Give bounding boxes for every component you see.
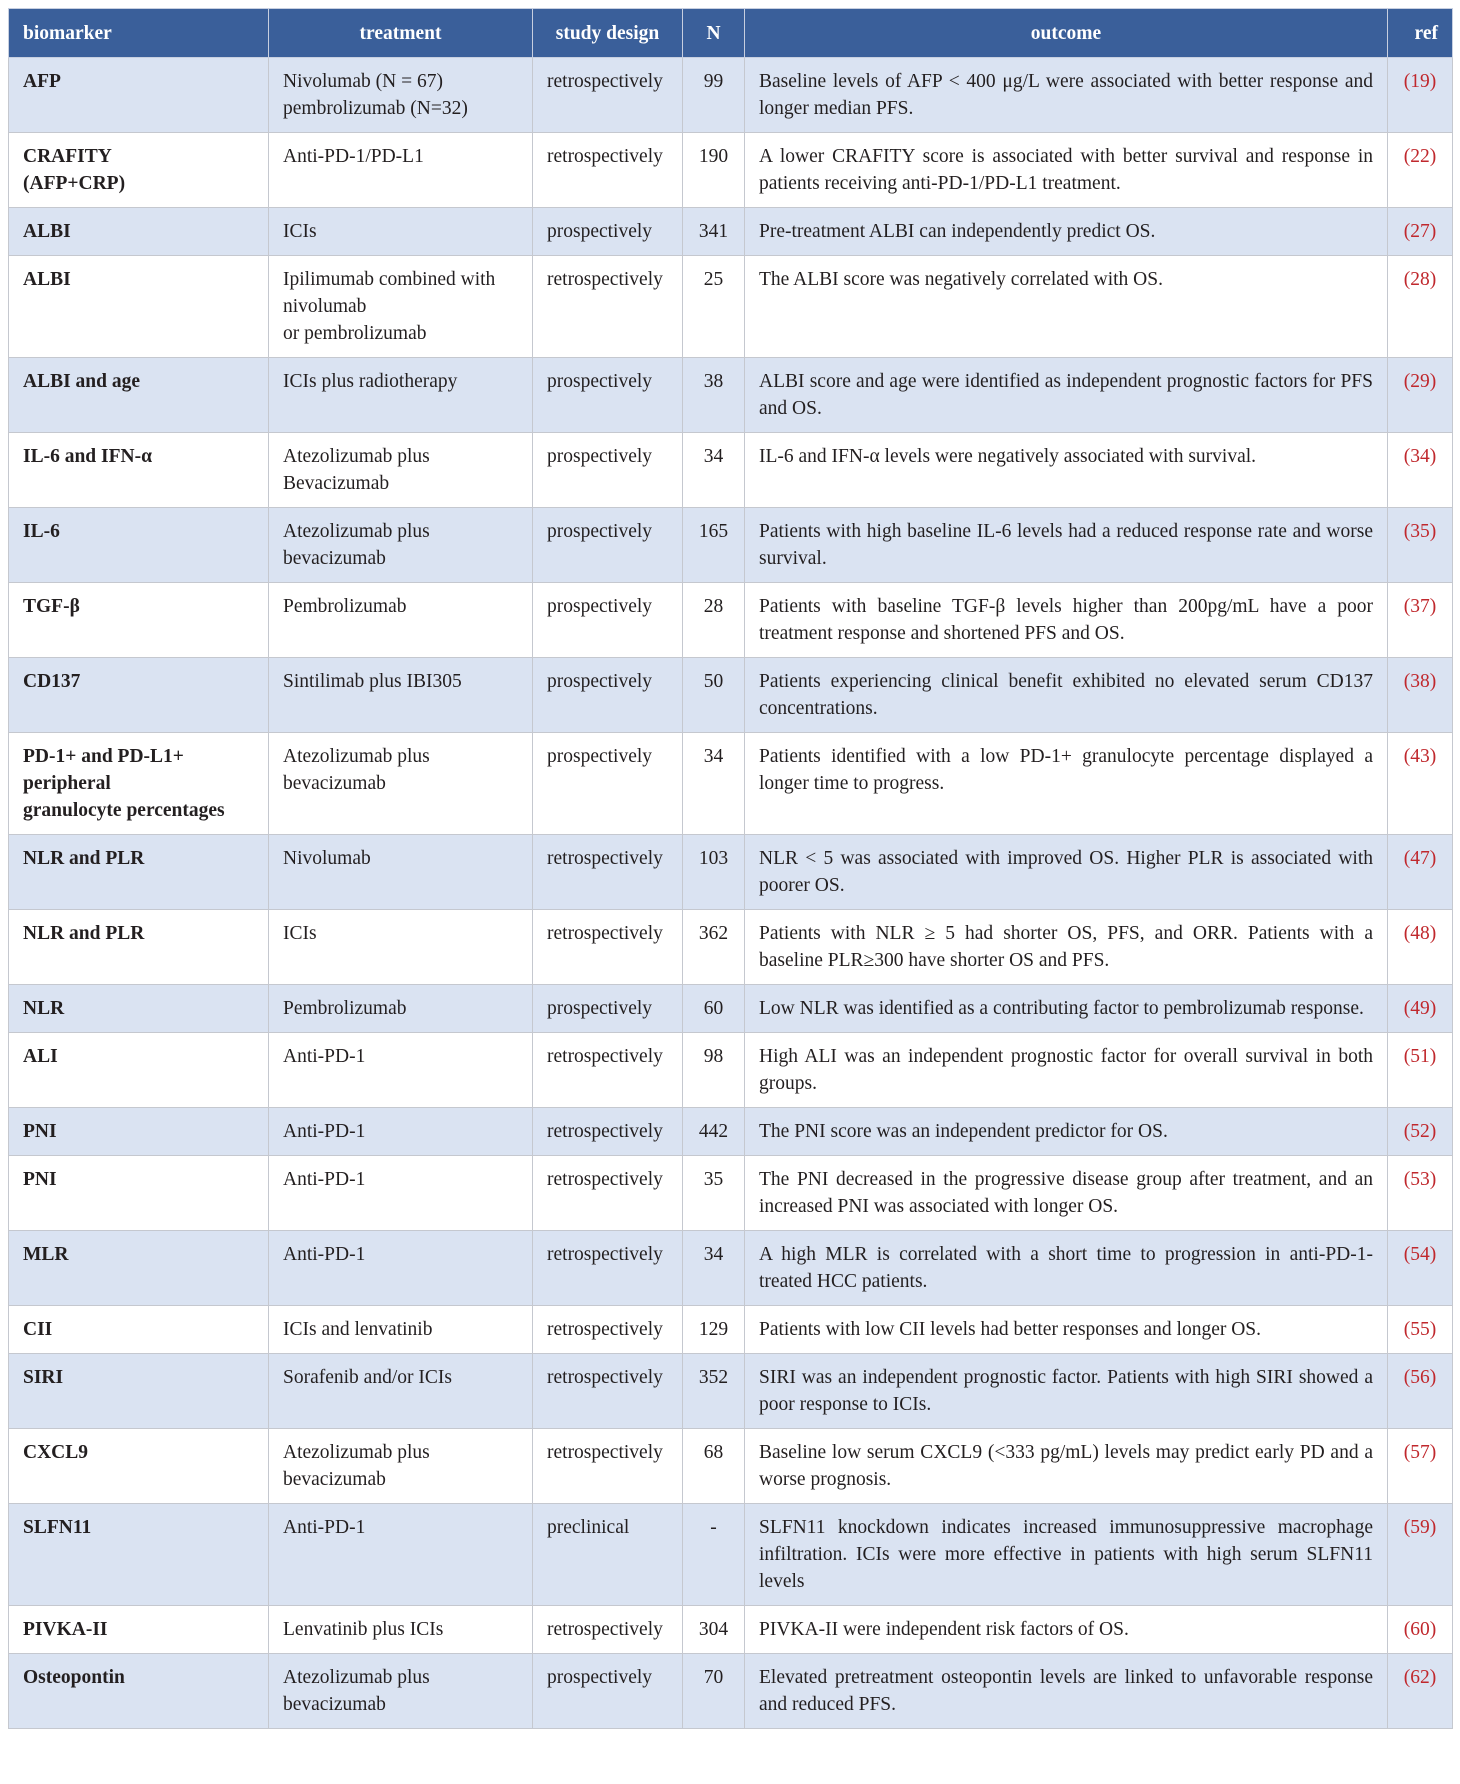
treatment-cell-line: Nivolumab	[283, 848, 371, 869]
biomarker-cell	[9, 1033, 269, 1108]
table-row	[9, 1156, 1453, 1231]
treatment-cell	[269, 658, 533, 733]
ref-link[interactable]: (19)	[1388, 58, 1453, 133]
treatment-cell	[269, 835, 533, 910]
ref-link[interactable]: (56)	[1388, 1354, 1453, 1429]
biomarker-cell	[9, 1156, 269, 1231]
biomarker-cell	[9, 433, 269, 508]
biomarker-cell-line: CD137	[23, 671, 81, 692]
treatment-cell-line: Anti-PD-1	[283, 1244, 366, 1265]
n-cell: 34	[683, 433, 745, 508]
table-header	[9, 9, 1453, 58]
table-row	[9, 358, 1453, 433]
outcome-cell: The ALBI score was negatively correlated with OS.	[745, 256, 1388, 358]
n-cell: 190	[683, 133, 745, 208]
table-row	[9, 1231, 1453, 1306]
outcome-cell: ALBI score and age were identified as independent prognostic factors for PFS and OS.	[745, 358, 1388, 433]
outcome-cell: Pre-treatment ALBI can independently predict OS.	[745, 208, 1388, 256]
biomarker-cell-line: IL-6 and IFN-α	[23, 446, 152, 467]
ref-link[interactable]: (43)	[1388, 733, 1453, 835]
study-design-cell: retrospectively	[533, 1429, 683, 1504]
treatment-cell	[269, 733, 533, 835]
treatment-cell-line: Sintilimab plus IBI305	[283, 671, 462, 692]
treatment-cell	[269, 133, 533, 208]
n-cell: 70	[683, 1654, 745, 1729]
study-design-cell: retrospectively	[533, 1156, 683, 1231]
treatment-cell	[269, 1306, 533, 1354]
table-row	[9, 1429, 1453, 1504]
biomarker-cell-line: AFP	[23, 71, 61, 92]
ref-link[interactable]: (29)	[1388, 358, 1453, 433]
treatment-cell-line: or pembrolizumab	[283, 323, 427, 344]
study-design-cell: retrospectively	[533, 1354, 683, 1429]
biomarker-cell	[9, 1231, 269, 1306]
treatment-cell	[269, 1231, 533, 1306]
treatment-cell-line: pembrolizumab (N=32)	[283, 98, 468, 119]
header-outcome: outcome	[745, 9, 1388, 58]
ref-link[interactable]: (60)	[1388, 1606, 1453, 1654]
treatment-cell	[269, 1354, 533, 1429]
biomarker-cell-line: PNI	[23, 1121, 57, 1142]
biomarker-cell	[9, 733, 269, 835]
table-row	[9, 1504, 1453, 1606]
treatment-cell	[269, 1033, 533, 1108]
treatment-cell	[269, 58, 533, 133]
n-cell: 68	[683, 1429, 745, 1504]
biomarker-cell-line: CII	[23, 1319, 53, 1340]
treatment-cell-line: ICIs plus radiotherapy	[283, 371, 458, 392]
biomarker-cell	[9, 658, 269, 733]
biomarker-cell-line: ALBI and age	[23, 371, 141, 392]
outcome-cell: Low NLR was identified as a contributing factor to pembrolizumab response.	[745, 985, 1388, 1033]
treatment-cell-line: Nivolumab (N = 67)	[283, 71, 443, 92]
n-cell: 103	[683, 835, 745, 910]
treatment-cell	[269, 358, 533, 433]
study-design-cell: retrospectively	[533, 1606, 683, 1654]
n-cell: 34	[683, 1231, 745, 1306]
ref-link[interactable]: (52)	[1388, 1108, 1453, 1156]
table-row	[9, 208, 1453, 256]
treatment-cell-line: ICIs and lenvatinib	[283, 1319, 433, 1340]
biomarker-cell	[9, 1108, 269, 1156]
study-design-cell: prospectively	[533, 433, 683, 508]
table-row	[9, 508, 1453, 583]
ref-link[interactable]: (48)	[1388, 910, 1453, 985]
study-design-cell: preclinical	[533, 1504, 683, 1606]
biomarker-cell	[9, 508, 269, 583]
table-row	[9, 733, 1453, 835]
treatment-cell-line: Atezolizumab plus	[283, 446, 430, 467]
treatment-cell-line: Anti-PD-1	[283, 1169, 366, 1190]
treatment-cell	[269, 1429, 533, 1504]
table-row	[9, 910, 1453, 985]
treatment-cell-line: Lenvatinib plus ICIs	[283, 1619, 444, 1640]
biomarker-cell	[9, 1654, 269, 1729]
biomarker-cell-line: (AFP+CRP)	[23, 173, 126, 194]
biomarker-cell	[9, 133, 269, 208]
treatment-cell	[269, 1108, 533, 1156]
treatment-cell-line: bevacizumab	[283, 548, 386, 569]
ref-link[interactable]: (54)	[1388, 1231, 1453, 1306]
study-design-cell: prospectively	[533, 508, 683, 583]
biomarker-cell-line: SIRI	[23, 1367, 64, 1388]
treatment-cell	[269, 256, 533, 358]
study-design-cell: prospectively	[533, 583, 683, 658]
header-biomarker: biomarker	[9, 9, 269, 58]
treatment-cell	[269, 1504, 533, 1606]
ref-link[interactable]: (62)	[1388, 1654, 1453, 1729]
biomarker-cell-line: CXCL9	[23, 1442, 89, 1463]
treatment-cell	[269, 985, 533, 1033]
table-body	[9, 58, 1453, 1729]
outcome-cell: SLFN11 knockdown indicates increased immunosuppressive macrophage infiltration. ICIs were more effective in patients with high serum SLFN11 levels	[745, 1504, 1388, 1606]
biomarker-cell	[9, 1354, 269, 1429]
outcome-cell: IL-6 and IFN-α levels were negatively associated with survival.	[745, 433, 1388, 508]
ref-link[interactable]: (55)	[1388, 1306, 1453, 1354]
table-row	[9, 1033, 1453, 1108]
outcome-cell: Patients with high baseline IL-6 levels had a reduced response rate and worse survival.	[745, 508, 1388, 583]
outcome-cell: Baseline low serum CXCL9 (<333 pg/mL) levels may predict early PD and a worse prognosis.	[745, 1429, 1388, 1504]
study-design-cell: prospectively	[533, 358, 683, 433]
ref-link[interactable]: (28)	[1388, 256, 1453, 358]
n-cell: 362	[683, 910, 745, 985]
ref-link[interactable]: (51)	[1388, 1033, 1453, 1108]
treatment-cell-line: Atezolizumab plus	[283, 1442, 430, 1463]
ref-link[interactable]: (38)	[1388, 658, 1453, 733]
biomarker-cell	[9, 583, 269, 658]
biomarker-cell	[9, 910, 269, 985]
study-design-cell: retrospectively	[533, 1231, 683, 1306]
outcome-cell: SIRI was an independent prognostic factor. Patients with high SIRI showed a poor response to ICIs.	[745, 1354, 1388, 1429]
treatment-cell-line: Anti-PD-1/PD-L1	[283, 146, 424, 167]
ref-link[interactable]: (22)	[1388, 133, 1453, 208]
ref-link[interactable]: (34)	[1388, 433, 1453, 508]
n-cell: 50	[683, 658, 745, 733]
outcome-cell: Baseline levels of AFP < 400 μg/L were associated with better response and longer median PFS.	[745, 58, 1388, 133]
table-row	[9, 133, 1453, 208]
table-row	[9, 1306, 1453, 1354]
header-ref: ref	[1388, 9, 1453, 58]
biomarker-cell-line: PNI	[23, 1169, 57, 1190]
biomarker-cell	[9, 1606, 269, 1654]
outcome-cell: NLR < 5 was associated with improved OS. Higher PLR is associated with poorer OS.	[745, 835, 1388, 910]
n-cell: 34	[683, 733, 745, 835]
treatment-cell	[269, 910, 533, 985]
treatment-cell-line: Anti-PD-1	[283, 1517, 366, 1538]
header-row	[9, 9, 1453, 58]
study-design-cell: prospectively	[533, 1654, 683, 1729]
n-cell: 25	[683, 256, 745, 358]
n-cell: 304	[683, 1606, 745, 1654]
table-row	[9, 58, 1453, 133]
biomarker-cell-line: ALI	[23, 1046, 58, 1067]
biomarker-cell-line: ALBI	[23, 269, 71, 290]
outcome-cell: Patients with baseline TGF-β levels higher than 200pg/mL have a poor treatment response and shortened PFS and OS.	[745, 583, 1388, 658]
ref-link[interactable]: (37)	[1388, 583, 1453, 658]
outcome-cell: The PNI decreased in the progressive disease group after treatment, and an increased PNI was associated with longer OS.	[745, 1156, 1388, 1231]
table-row	[9, 583, 1453, 658]
treatment-cell-line: ICIs	[283, 221, 317, 242]
treatment-cell	[269, 508, 533, 583]
outcome-cell: High ALI was an independent prognostic factor for overall survival in both groups.	[745, 1033, 1388, 1108]
biomarker-cell	[9, 58, 269, 133]
outcome-cell: PIVKA-II were independent risk factors of OS.	[745, 1606, 1388, 1654]
table-row	[9, 256, 1453, 358]
n-cell: 129	[683, 1306, 745, 1354]
table-row	[9, 433, 1453, 508]
ref-link[interactable]: (49)	[1388, 985, 1453, 1033]
n-cell: 38	[683, 358, 745, 433]
treatment-cell-line: Bevacizumab	[283, 473, 390, 494]
treatment-cell-line: Anti-PD-1	[283, 1046, 366, 1067]
biomarker-cell-line: NLR	[23, 998, 65, 1019]
table-row	[9, 1108, 1453, 1156]
study-design-cell: prospectively	[533, 658, 683, 733]
n-cell: -	[683, 1504, 745, 1606]
treatment-cell-line: Atezolizumab plus	[283, 746, 430, 767]
treatment-cell	[269, 1156, 533, 1231]
outcome-cell: Patients identified with a low PD-1+ granulocyte percentage displayed a longer time to progress.	[745, 733, 1388, 835]
biomarker-cell-line: NLR and PLR	[23, 848, 145, 869]
n-cell: 98	[683, 1033, 745, 1108]
study-design-cell: prospectively	[533, 733, 683, 835]
biomarker-cell-line: PIVKA-II	[23, 1619, 108, 1640]
outcome-cell: The PNI score was an independent predictor for OS.	[745, 1108, 1388, 1156]
biomarker-cell-line: ALBI	[23, 221, 71, 242]
biomarker-cell	[9, 835, 269, 910]
treatment-cell-line: Sorafenib and/or ICIs	[283, 1367, 452, 1388]
n-cell: 341	[683, 208, 745, 256]
n-cell: 35	[683, 1156, 745, 1231]
treatment-cell-line: Atezolizumab plus	[283, 1667, 430, 1688]
n-cell: 165	[683, 508, 745, 583]
study-design-cell: retrospectively	[533, 58, 683, 133]
table-row	[9, 985, 1453, 1033]
biomarker-cell-line: IL-6	[23, 521, 60, 542]
outcome-cell: A lower CRAFITY score is associated with better survival and response in patients receiving anti-PD-1/PD-L1 treatment.	[745, 133, 1388, 208]
treatment-cell-line: Pembrolizumab	[283, 998, 407, 1019]
outcome-cell: A high MLR is correlated with a short time to progression in anti-PD-1-treated HCC patients.	[745, 1231, 1388, 1306]
ref-link[interactable]: (57)	[1388, 1429, 1453, 1504]
ref-link[interactable]: (59)	[1388, 1504, 1453, 1606]
biomarker-table	[8, 8, 1453, 1729]
treatment-cell	[269, 433, 533, 508]
study-design-cell: retrospectively	[533, 256, 683, 358]
table-row	[9, 1354, 1453, 1429]
ref-link[interactable]: (35)	[1388, 508, 1453, 583]
header-study-design: study design	[533, 9, 683, 58]
n-cell: 99	[683, 58, 745, 133]
biomarker-cell	[9, 208, 269, 256]
biomarker-cell-line: SLFN11	[23, 1517, 92, 1538]
treatment-cell-line: bevacizumab	[283, 1469, 386, 1490]
study-design-cell: retrospectively	[533, 1108, 683, 1156]
treatment-cell-line: Atezolizumab plus	[283, 521, 430, 542]
outcome-cell: Patients with NLR ≥ 5 had shorter OS, PFS, and ORR. Patients with a baseline PLR≥300 have shorter OS and PFS.	[745, 910, 1388, 985]
treatment-cell-line: bevacizumab	[283, 773, 386, 794]
treatment-cell-line: ICIs	[283, 923, 317, 944]
treatment-cell	[269, 583, 533, 658]
biomarker-cell	[9, 358, 269, 433]
treatment-cell-line: Pembrolizumab	[283, 596, 407, 617]
treatment-cell-line: Anti-PD-1	[283, 1121, 366, 1142]
biomarker-cell-line: peripheral	[23, 773, 111, 794]
outcome-cell: Elevated pretreatment osteopontin levels are linked to unfavorable response and reduced PFS.	[745, 1654, 1388, 1729]
biomarker-cell-line: Osteopontin	[23, 1667, 125, 1688]
n-cell: 442	[683, 1108, 745, 1156]
header-n: N	[683, 9, 745, 58]
treatment-cell	[269, 208, 533, 256]
n-cell: 352	[683, 1354, 745, 1429]
table-row	[9, 1606, 1453, 1654]
biomarker-cell-line: MLR	[23, 1244, 69, 1265]
study-design-cell: retrospectively	[533, 835, 683, 910]
table-row	[9, 1654, 1453, 1729]
biomarker-cell	[9, 985, 269, 1033]
biomarker-cell	[9, 1306, 269, 1354]
table-row	[9, 658, 1453, 733]
treatment-cell-line: Ipilimumab combined with nivolumab	[283, 269, 496, 317]
ref-link[interactable]: (27)	[1388, 208, 1453, 256]
n-cell: 28	[683, 583, 745, 658]
ref-link[interactable]: (47)	[1388, 835, 1453, 910]
treatment-cell	[269, 1606, 533, 1654]
biomarker-cell	[9, 1504, 269, 1606]
outcome-cell: Patients with low CII levels had better responses and longer OS.	[745, 1306, 1388, 1354]
biomarker-cell-line: NLR and PLR	[23, 923, 145, 944]
study-design-cell: prospectively	[533, 208, 683, 256]
study-design-cell: retrospectively	[533, 133, 683, 208]
header-treatment: treatment	[269, 9, 533, 58]
biomarker-cell-line: CRAFITY	[23, 146, 112, 167]
table-row	[9, 835, 1453, 910]
biomarker-cell	[9, 256, 269, 358]
biomarker-cell-line: granulocyte percentages	[23, 800, 225, 821]
ref-link[interactable]: (53)	[1388, 1156, 1453, 1231]
outcome-cell: Patients experiencing clinical benefit exhibited no elevated serum CD137 concentrations.	[745, 658, 1388, 733]
biomarker-cell-line: TGF-β	[23, 596, 80, 617]
study-design-cell: retrospectively	[533, 1306, 683, 1354]
study-design-cell: retrospectively	[533, 1033, 683, 1108]
study-design-cell: prospectively	[533, 985, 683, 1033]
biomarker-table-container	[8, 8, 1452, 1729]
treatment-cell	[269, 1654, 533, 1729]
biomarker-cell-line: PD-1+ and PD-L1+	[23, 746, 184, 767]
treatment-cell-line: bevacizumab	[283, 1694, 386, 1715]
n-cell: 60	[683, 985, 745, 1033]
study-design-cell: retrospectively	[533, 910, 683, 985]
biomarker-cell	[9, 1429, 269, 1504]
